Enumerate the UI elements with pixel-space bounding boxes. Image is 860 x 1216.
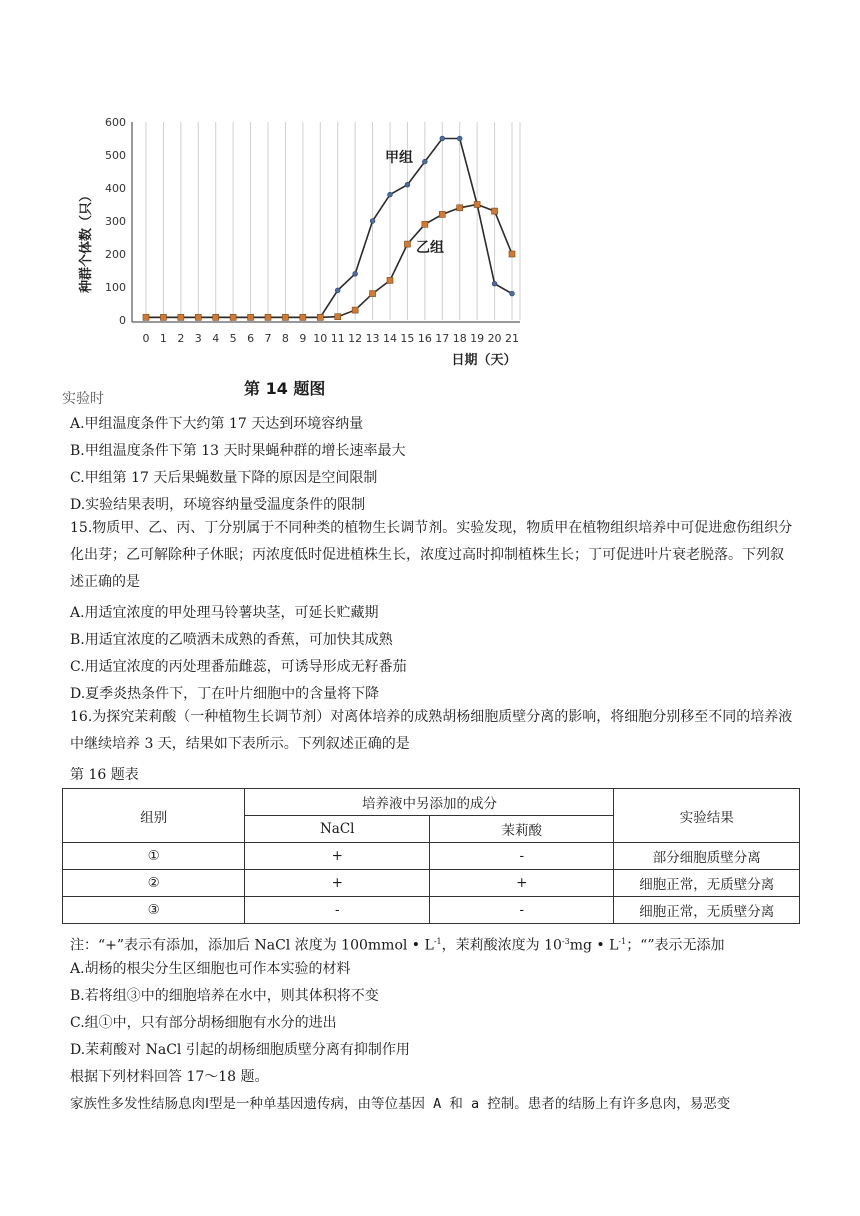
th-added: 培养液中另添加的成分 — [245, 789, 614, 816]
table-row — [63, 843, 800, 870]
x-tick-label: 10 — [313, 332, 328, 345]
q16-table-note: 注：“+”表示有添加，添加后 NaCl 浓度为 100mmol • $L^{-1}$，茉莉酸浓度为 $10^{-3}mg$ • $L^{-1}$；“”表示无添加 — [70, 937, 725, 954]
data-point — [370, 291, 376, 297]
data-point — [492, 208, 498, 214]
y-tick-label: 400 — [105, 182, 126, 195]
cropped-text-fragment: 实验时 — [62, 391, 104, 407]
data-point — [178, 314, 184, 320]
cell-result: 细胞正常，无质壁分离 — [614, 870, 800, 897]
x-tick-label: 7 — [264, 332, 272, 345]
y-tick-label: 200 — [105, 248, 126, 261]
x-tick-label: 4 — [212, 332, 220, 345]
q16-option-c: C.组①中，只有部分胡杨细胞有水分的进出 — [70, 1015, 337, 1031]
series-label: 乙组 — [416, 240, 444, 256]
cell-result: 部分细胞质壁分离 — [614, 843, 800, 870]
data-point — [265, 314, 271, 320]
q16-option-a: A.胡杨的根尖分生区细胞也可作本实验的材料 — [70, 961, 351, 977]
q15-option-a: A.用适宜浓度的甲处理马铃薯块茎，可延长贮藏期 — [70, 605, 379, 621]
y-tick-label: 600 — [105, 116, 126, 129]
cell-group: ② — [63, 870, 245, 897]
y-tick-label: 500 — [105, 149, 126, 162]
x-tick-label: 16 — [417, 332, 432, 345]
data-point — [370, 219, 375, 224]
data-point — [422, 159, 427, 164]
cell-result: 细胞正常，无质壁分离 — [614, 897, 800, 924]
data-point — [422, 221, 428, 227]
cell-nacl: + — [245, 870, 430, 897]
y-axis-label: 种群个体数（只） — [79, 188, 94, 294]
data-point — [388, 192, 393, 197]
cell-nacl: + — [245, 843, 430, 870]
data-point — [353, 271, 358, 276]
x-tick-label: 15 — [400, 332, 415, 345]
data-point — [352, 307, 358, 313]
data-point — [439, 211, 445, 217]
y-tick-label: 0 — [119, 314, 126, 327]
q15-option-b: B.用适宜浓度的乙喷洒未成熟的香蕉，可加快其成熟 — [70, 632, 393, 648]
table-row — [63, 897, 800, 924]
data-point — [405, 182, 410, 187]
y-tick-label: 100 — [105, 281, 126, 294]
data-point — [143, 314, 149, 320]
q14-option-a: A.甲组温度条件下大约第 17 天达到环境容纳量 — [70, 416, 364, 432]
data-point — [195, 314, 201, 320]
q14-option-c: C.甲组第 17 天后果蝇数量下降的原因是空间限制 — [70, 470, 378, 486]
q16-option-d: D.茉莉酸对 NaCl 引起的胡杨细胞质壁分离有抑制作用 — [70, 1042, 410, 1058]
q14-option-d: D.实验结果表明，环境容纳量受温度条件的限制 — [70, 497, 366, 513]
q16-table-title: 第 16 题表 — [70, 767, 139, 783]
figure-caption: 第 14 题图 — [244, 379, 326, 398]
x-tick-label: 2 — [177, 332, 185, 345]
q16-option-b: B.若将组③中的细胞培养在水中，则其体积将不变 — [70, 988, 379, 1004]
x-tick-label: 18 — [452, 332, 467, 345]
data-point — [387, 277, 393, 283]
q15-stem: 15.物质甲、乙、丙、丁分别属于不同种类的植物生长调节剂。实验发现，物质甲在植物组织培养中可促进愈伤组织分化出芽；乙可解除种子休眠；丙浓度低时促进植株生长，浓度过高时抑制植株生长；丁可促进叶片衰老脱落。下列叙述正确的是 — [70, 520, 793, 590]
cell-group: ① — [63, 843, 245, 870]
q15-option-c: C.用适宜浓度的丙处理番茄雌蕊，可诱导形成无籽番茄 — [70, 659, 407, 675]
data-point — [248, 314, 254, 320]
x-tick-label: 9 — [299, 332, 307, 345]
x-tick-label: 11 — [330, 332, 345, 345]
x-tick-label: 14 — [383, 332, 397, 345]
population-line-chart — [70, 110, 540, 410]
q14-option-b: B.甲组温度条件下第 13 天时果蝇种群的增长速率最大 — [70, 443, 406, 459]
q17-material-text: 家族性多发性结肠息肉Ⅰ型是一种单基因遗传病，由等位基因 A 和 a 控制。患者的结肠上有许多息肉，易恶变 — [70, 1096, 731, 1112]
data-point — [404, 241, 410, 247]
th-group: 组别 — [63, 789, 245, 843]
data-point — [474, 202, 480, 208]
x-tick-label: 20 — [487, 332, 502, 345]
cell-ja: + — [430, 870, 614, 897]
x-tick-label: 17 — [435, 332, 450, 345]
x-tick-label: 6 — [247, 332, 255, 345]
data-point — [160, 314, 166, 320]
th-result: 实验结果 — [614, 789, 800, 843]
data-point — [335, 288, 340, 293]
data-point — [213, 314, 219, 320]
cell-nacl: - — [245, 897, 430, 924]
x-tick-label: 0 — [142, 332, 150, 345]
x-tick-label: 8 — [281, 332, 289, 345]
series-label: 甲组 — [385, 150, 413, 166]
data-point — [335, 314, 341, 320]
x-tick-label: 1 — [159, 332, 167, 345]
cell-ja: - — [430, 897, 614, 924]
chart-svg — [70, 110, 540, 380]
x-axis-label: 日期（天） — [451, 353, 517, 368]
series-line-2 — [146, 205, 512, 318]
data-point — [317, 314, 323, 320]
data-point — [510, 291, 515, 296]
series-line-1 — [146, 139, 512, 318]
x-tick-label: 3 — [194, 332, 202, 345]
data-point — [230, 314, 236, 320]
table-row — [63, 870, 800, 897]
q15-option-d: D.夏季炎热条件下，丁在叶片细胞中的含量将下降 — [70, 686, 380, 702]
cell-ja: - — [430, 843, 614, 870]
data-point — [492, 281, 497, 286]
data-point — [282, 314, 288, 320]
x-tick-label: 5 — [229, 332, 237, 345]
q16-table — [62, 788, 800, 924]
data-point — [300, 314, 306, 320]
cell-group: ③ — [63, 897, 245, 924]
x-tick-label: 13 — [365, 332, 380, 345]
x-tick-label: 19 — [470, 332, 485, 345]
data-point — [440, 136, 445, 141]
q17-intro: 根据下列材料回答 17～18 题。 — [70, 1069, 269, 1085]
th-ja: 茉莉酸 — [430, 816, 614, 843]
y-tick-label: 300 — [105, 215, 126, 228]
q16-stem: 16.为探究茉莉酸（一种植物生长调节剂）对离体培养的成熟胡杨细胞质壁分离的影响，将细胞分别移至不同的培养液中继续培养 3 天，结果如下表所示。下列叙述正确的是 — [70, 709, 793, 752]
data-point — [457, 136, 462, 141]
data-point — [457, 205, 463, 211]
x-tick-label: 21 — [505, 332, 519, 345]
x-tick-label: 12 — [348, 332, 363, 345]
data-point — [509, 251, 515, 257]
th-nacl: NaCl — [245, 816, 430, 843]
